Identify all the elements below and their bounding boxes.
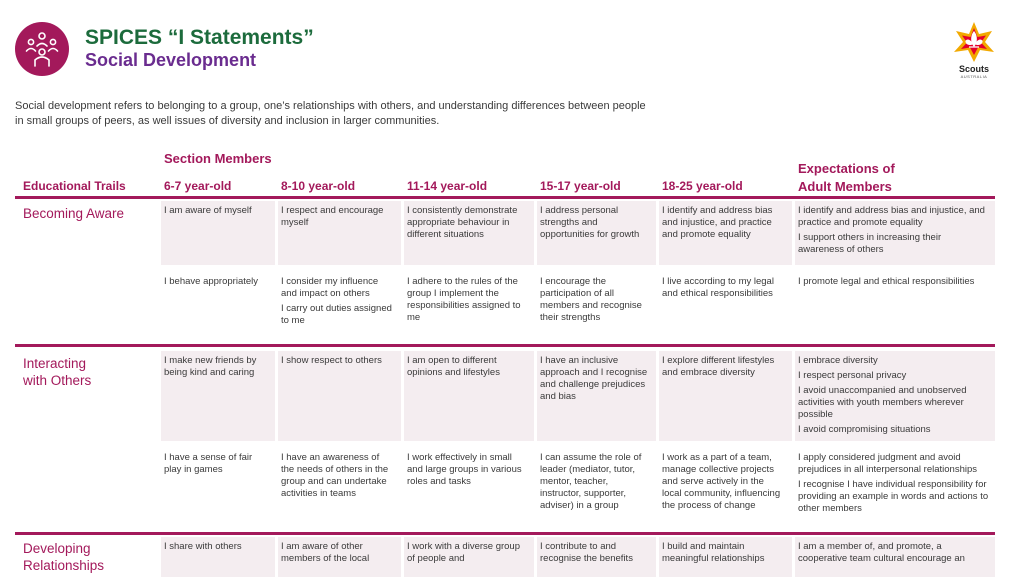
- statement-cell: [278, 537, 401, 577]
- statement-cell: [161, 537, 275, 577]
- people-group-icon: [15, 22, 69, 76]
- adult-expectation-cell: [795, 351, 995, 441]
- statement-text: I support others in increasing their awareness of others: [798, 232, 942, 255]
- statement-cell: [404, 201, 534, 265]
- statement-cell: [659, 448, 792, 528]
- statement-text: I embrace diversity: [798, 355, 878, 366]
- statement-cell: [659, 351, 792, 441]
- trail-divider-rule: [15, 532, 995, 535]
- column-11-14-heading: 11-14 year-old: [407, 179, 488, 193]
- statement-text: I have an awareness of the needs of others in the group and can undertake activities in teams: [281, 452, 389, 499]
- statement-text: I contribute to and recognise the benefits: [540, 541, 633, 564]
- statement-text: I am aware of other members of the local: [281, 541, 370, 564]
- statement-text: I build and maintain meaningful relationships: [662, 541, 765, 564]
- statement-text: I consistently demonstrate appropriate behaviour in different situations: [407, 205, 518, 240]
- logo-wordmark: Scouts: [958, 64, 989, 74]
- statement-cell: [537, 448, 656, 528]
- statement-text: I share with others: [164, 541, 242, 552]
- statement-cell: [537, 537, 656, 577]
- column-6-7-heading: 6-7 year-old: [164, 179, 232, 193]
- statement-text: I have an inclusive approach and I recognise and challenge prejudices and bias: [540, 355, 648, 402]
- statement-cell: [161, 351, 275, 441]
- adult-members-heading: Expectations of Adult Members: [798, 161, 895, 194]
- statement-text: I identify and address bias and injustice, and practice and promote equality: [798, 205, 985, 228]
- header-rule: [15, 196, 995, 199]
- statement-text: I work as a part of a team, manage collective projects and serve actively in the local community, influencing the process of change: [662, 452, 781, 511]
- statement-text: I respect and encourage myself: [281, 205, 384, 228]
- statement-text: I have a sense of fair play in games: [164, 452, 253, 475]
- statement-text: I behave appropriately: [164, 276, 259, 287]
- statement-text: I adhere to the rules of the group I implement the responsibilities assigned to me: [407, 276, 521, 323]
- statement-cell: [404, 448, 534, 528]
- trail-name: Becoming Aware: [23, 206, 125, 221]
- statement-text: I address personal strengths and opportunities for growth: [540, 205, 640, 240]
- trail-name: Developing Relationships: [23, 541, 105, 573]
- statement-text: I make new friends by being kind and caring: [164, 355, 257, 378]
- educational-trails-heading: Educational Trails: [23, 179, 126, 193]
- statement-text: I explore different lifestyles and embrace diversity: [662, 355, 775, 378]
- statement-text: I promote legal and ethical responsibilities: [798, 276, 975, 287]
- statement-cell: [659, 272, 792, 336]
- intro-paragraph: Social development refers to belonging to a group, one’s relationships with others, and understanding differences between people in small groups of peers, as well issues of diversity and inclusion in larger communities.: [15, 100, 646, 127]
- statement-cell: [659, 201, 792, 265]
- column-15-17-heading: 15-17 year-old: [540, 179, 621, 193]
- adult-expectation-cell: [795, 272, 995, 336]
- trail-name: Interacting with Others: [23, 356, 92, 388]
- statement-text: I avoid compromising situations: [798, 424, 931, 435]
- adult-expectation-cell: [795, 448, 995, 528]
- statement-text: I encourage the participation of all members and recognise their strengths: [540, 276, 642, 323]
- statement-cell: [161, 272, 275, 336]
- statement-text: I am open to different opinions and lifestyles: [407, 355, 500, 378]
- statement-text: I carry out duties assigned to me: [281, 303, 392, 326]
- statement-text: I consider my influence and impact on others: [281, 276, 379, 299]
- scouts-logo: [948, 20, 1000, 90]
- statement-cell: [278, 272, 401, 336]
- logo-subtext: AUSTRALIA: [960, 74, 988, 79]
- statement-cell: [278, 201, 401, 265]
- statement-cell: [161, 201, 275, 265]
- statement-text: I can assume the role of leader (mediator, tutor, mentor, teacher, instructor, supporter, adviser) in a group: [540, 452, 642, 511]
- statement-text: I work effectively in small and large groups in various roles and tasks: [407, 452, 522, 487]
- statement-text: I recognise I have individual responsibility for providing an example in words and actions to other members: [798, 479, 989, 514]
- column-8-10-heading: 8-10 year-old: [281, 179, 356, 193]
- statement-text: I show respect to others: [281, 355, 382, 366]
- statement-cell: [161, 448, 275, 528]
- statement-text: I identify and address bias and injustice, and practice and promote equality: [662, 205, 773, 240]
- statement-cell: [404, 272, 534, 336]
- section-members-heading: Section Members: [164, 151, 272, 166]
- statement-text: I live according to my legal and ethical responsibilities: [662, 276, 774, 299]
- statement-cell: [537, 272, 656, 336]
- statement-text: I respect personal privacy: [798, 370, 907, 381]
- column-18-25-heading: 18-25 year-old: [662, 179, 743, 193]
- statement-text: I avoid unaccompanied and unobserved activities with youth members wherever possible: [798, 385, 967, 420]
- social-development-badge: [15, 22, 69, 76]
- adult-expectation-cell: [795, 537, 995, 577]
- statement-cell: [659, 537, 792, 577]
- statement-cell: [537, 351, 656, 441]
- page-title: SPICES “I Statements”: [85, 26, 314, 49]
- statement-cell: [278, 351, 401, 441]
- statement-cell: [278, 448, 401, 528]
- adult-expectation-cell: [795, 201, 995, 265]
- statement-text: I apply considered judgment and avoid prejudices in all interpersonal relationships: [798, 452, 978, 475]
- statement-text: I am aware of myself: [164, 205, 252, 216]
- statement-text: I am a member of, and promote, a cooperative team cultural encourage an: [798, 541, 965, 564]
- statement-text: I work with a diverse group of people and: [407, 541, 520, 564]
- statement-cell: [404, 351, 534, 441]
- fleur-de-lis-icon: [948, 20, 1000, 64]
- trail-divider-rule: [15, 344, 995, 347]
- statement-cell: [404, 537, 534, 577]
- page-subtitle: Social Development: [85, 50, 257, 70]
- statement-cell: [537, 201, 656, 265]
